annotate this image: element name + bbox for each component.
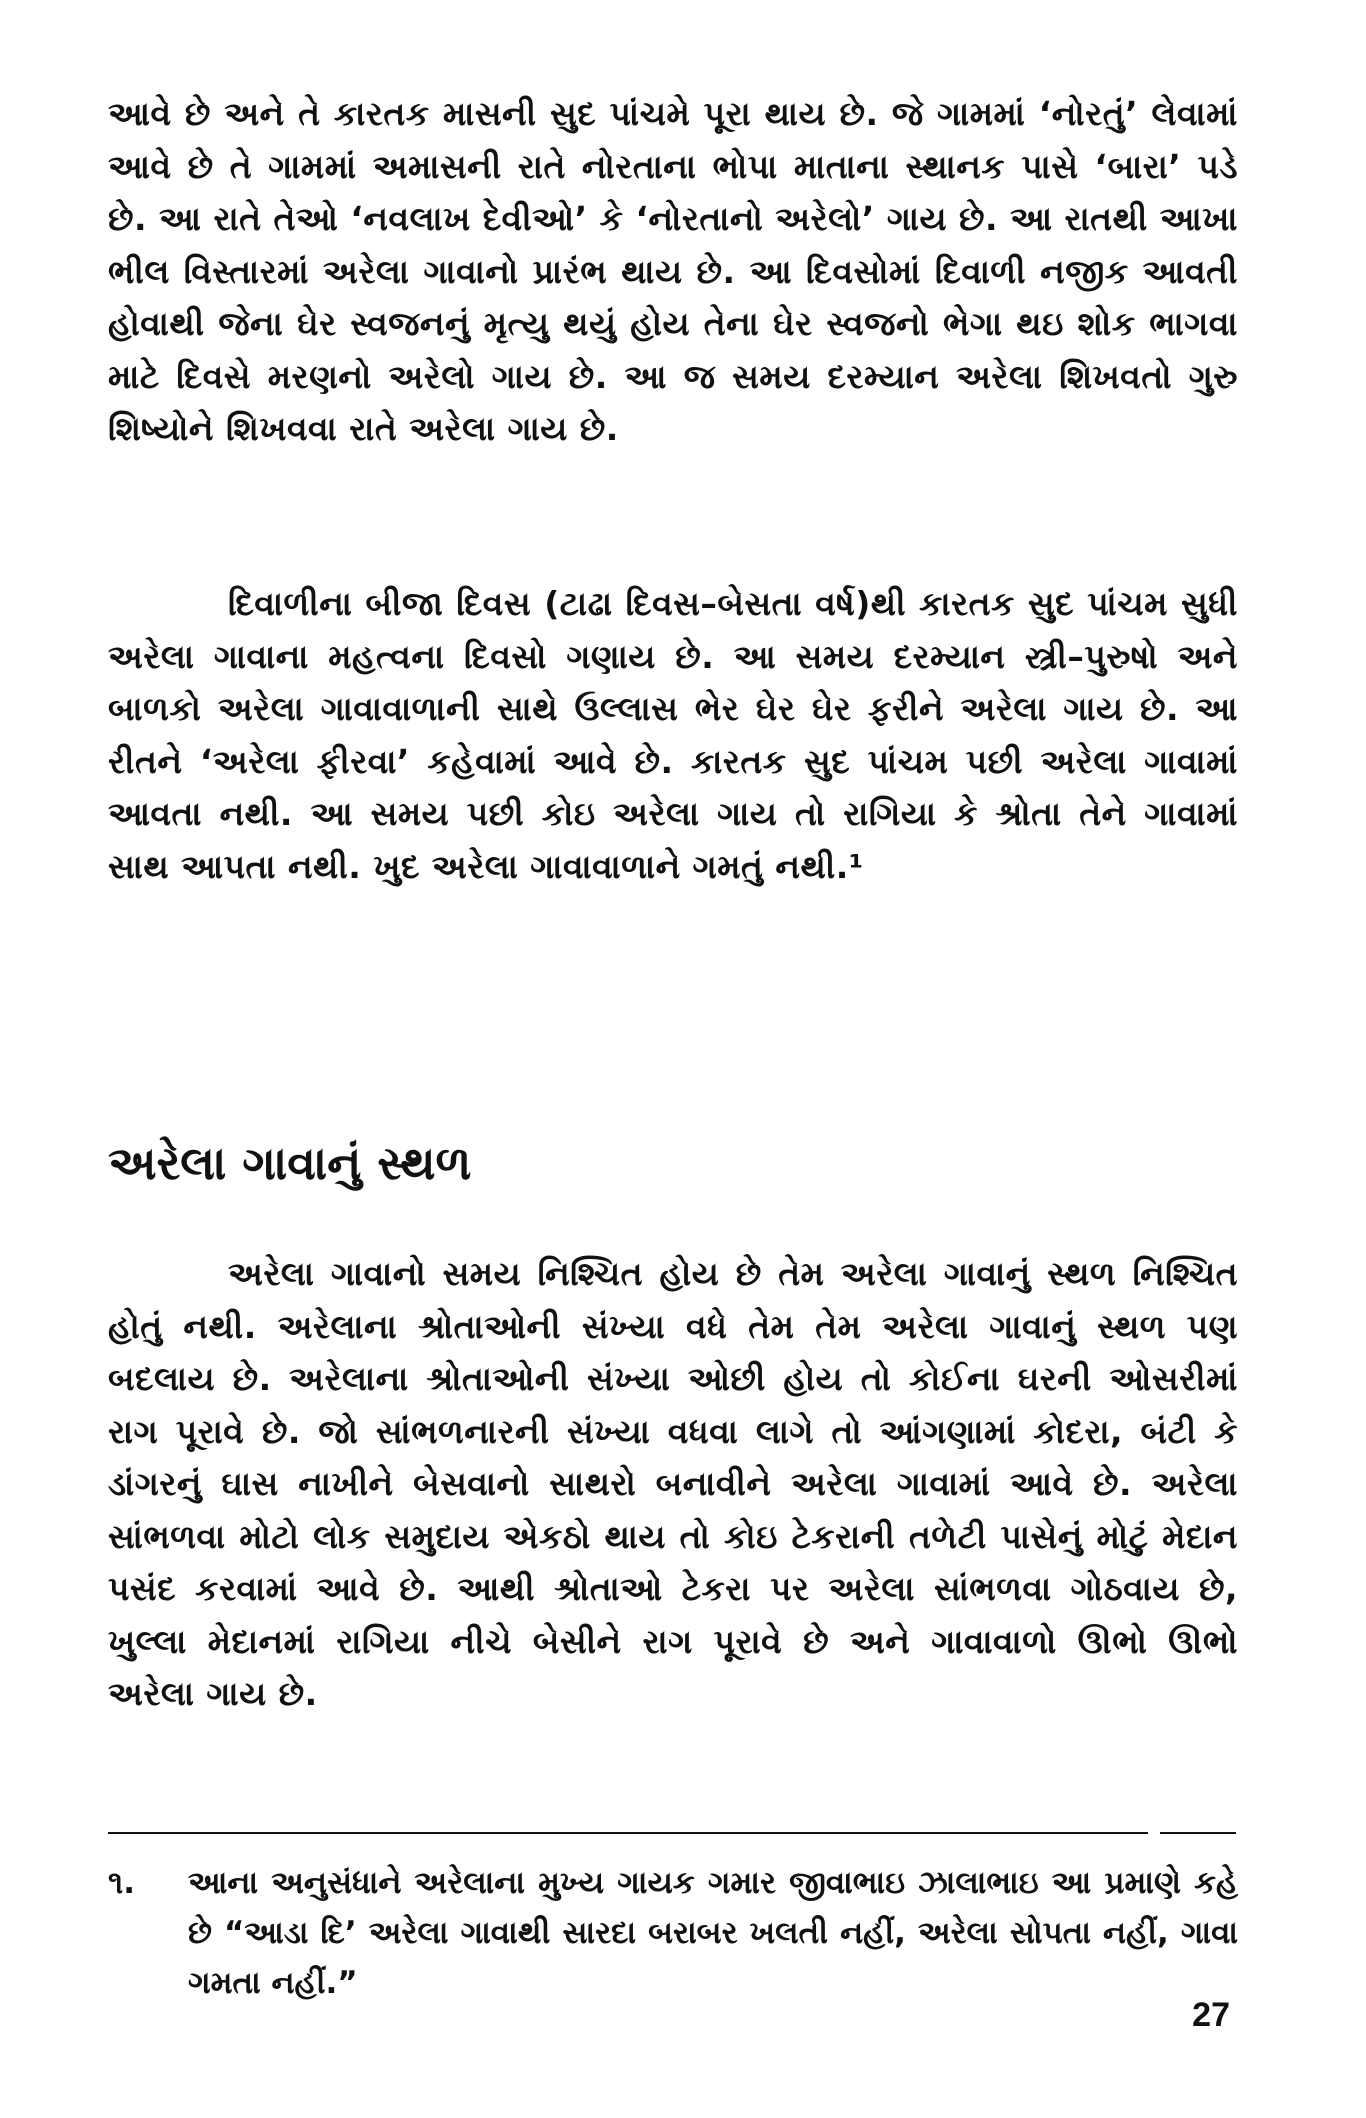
footnote — [108, 1858, 1238, 2008]
section-heading: અરેલા ગાવાનું સ્થળ — [108, 1136, 472, 1190]
paragraph-continued: આવે છે અને તે કારતક માસની સુદ પાંચમે પૂરા થાય છે. જે ગામમાં ‘નોરતું’ લેવામાં આવે છે તે ગામમાં અમાસની રાતે નોરતાના ભોપા માતાના સ્થાનક પાસે ‘બારા’ પડે છે. આ રાતે તેઓ ‘નવલાખ દેવીઓ’ કે ‘નોરતાનો અરેલો’ ગાય છે. આ રાતથી આખા ભીલ વિસ્તારમાં અરેલા ગાવાનો પ્રારંભ થાય છે. આ દિવસોમાં દિવાળી નજીક આવતી હોવાથી જેના ઘેર સ્વજનનું મૃત્યુ થયું હોય તેના ઘેર સ્વજનો ભેગા થઇ શોક ભાગવા માટે દિવસે મરણનો અરેલો ગાય છે. આ જ સમય દરમ્યાન અરેલા શિખવતો ગુરુ શિષ્યોને શિખવવા રાતે અરેલા ગાય છે. — [108, 94, 1238, 448]
paragraph-singing-place: અરેલા ગાવાનો સમય નિશ્ચિત હોય છે તેમ અરેલા ગાવાનું સ્થળ નિશ્ચિત હોતું નથી. અરેલાના શ્રોતાઓની સંખ્યા વધે તેમ તેમ અરેલા ગાવાનું સ્થળ પણ બદલાય છે. અરેલાના શ્રોતાઓની સંખ્યા ઓછી હોય તો કોઈના ઘરની ઓસરીમાં રાગ પૂરાવે છે. જો સાંભળનારની સંખ્યા વધવા લાગે તો આંગણામાં કોદરા, બંટી કે ડાંગરનું ઘાસ નાખીને બેસવાનો સાથરો બનાવીને અરેલા ગાવામાં આવે છે. અરેલા સાંભળવા મોટો લોક સમુદાય એકઠો થાય તો કોઇ ટેકરાની તળેટી પાસેનું મોટું મેદાન પસંદ કરવામાં આવે છે. આથી શ્રોતાઓ ટેકરા પર અરેલા સાંભળવા ગોઠવાય છે, ખુલ્લા મેદાનમાં રાગિયા નીચે બેસીને રાગ પૂરાવે છે અને ગાવાવાળો ઊભો ઊભો અરેલા ગાય છે. — [108, 1254, 1238, 1713]
footnote-divider — [108, 1832, 1148, 1834]
page-number: 27 — [1192, 1996, 1230, 2034]
footnote-divider-short — [1160, 1832, 1236, 1834]
footnote-text: આના અનુસંધાને અરેલાના મુખ્ય ગાયક ગમાર જીવાભાઇ ઝાલાભાઇ આ પ્રમાણે કહે છે “આડા દિ’ અરેલા ગાવાથી સારદા બરાબર ખલતી નહીં, અરેલા સોપતા નહીં, ગાવા ગમતા નહીં.” — [188, 1865, 1238, 2001]
footnote-number: ૧. — [108, 1865, 135, 1901]
paragraph-diwali-days: દિવાળીના બીજા દિવસ (ટાઢા દિવસ–બેસતા વર્ષ)થી કારતક સુદ પાંચમ સુધી અરેલા ગાવાના મહત્વના દિવસો ગણાય છે. આ સમય દરમ્યાન સ્ત્રી–પુરુષો અને બાળકો અરેલા ગાવાવાળાની સાથે ઉલ્લાસ ભેર ઘેર ઘેર ફરીને અરેલા ગાય છે. આ રીતને ‘અરેલા ફીરવા’ કહેવામાં આવે છે. કારતક સુદ પાંચમ પછી અરેલા ગાવામાં આવતા નથી. આ સમય પછી કોઇ અરેલા ગાય તો રાગિયા કે શ્રોતા તેને ગાવામાં સાથ આપતા નથી. ખુદ અરેલા ગાવાવાળાને ગમતું નથી.¹ — [108, 584, 1238, 886]
book-page — [108, 88, 1238, 2068]
